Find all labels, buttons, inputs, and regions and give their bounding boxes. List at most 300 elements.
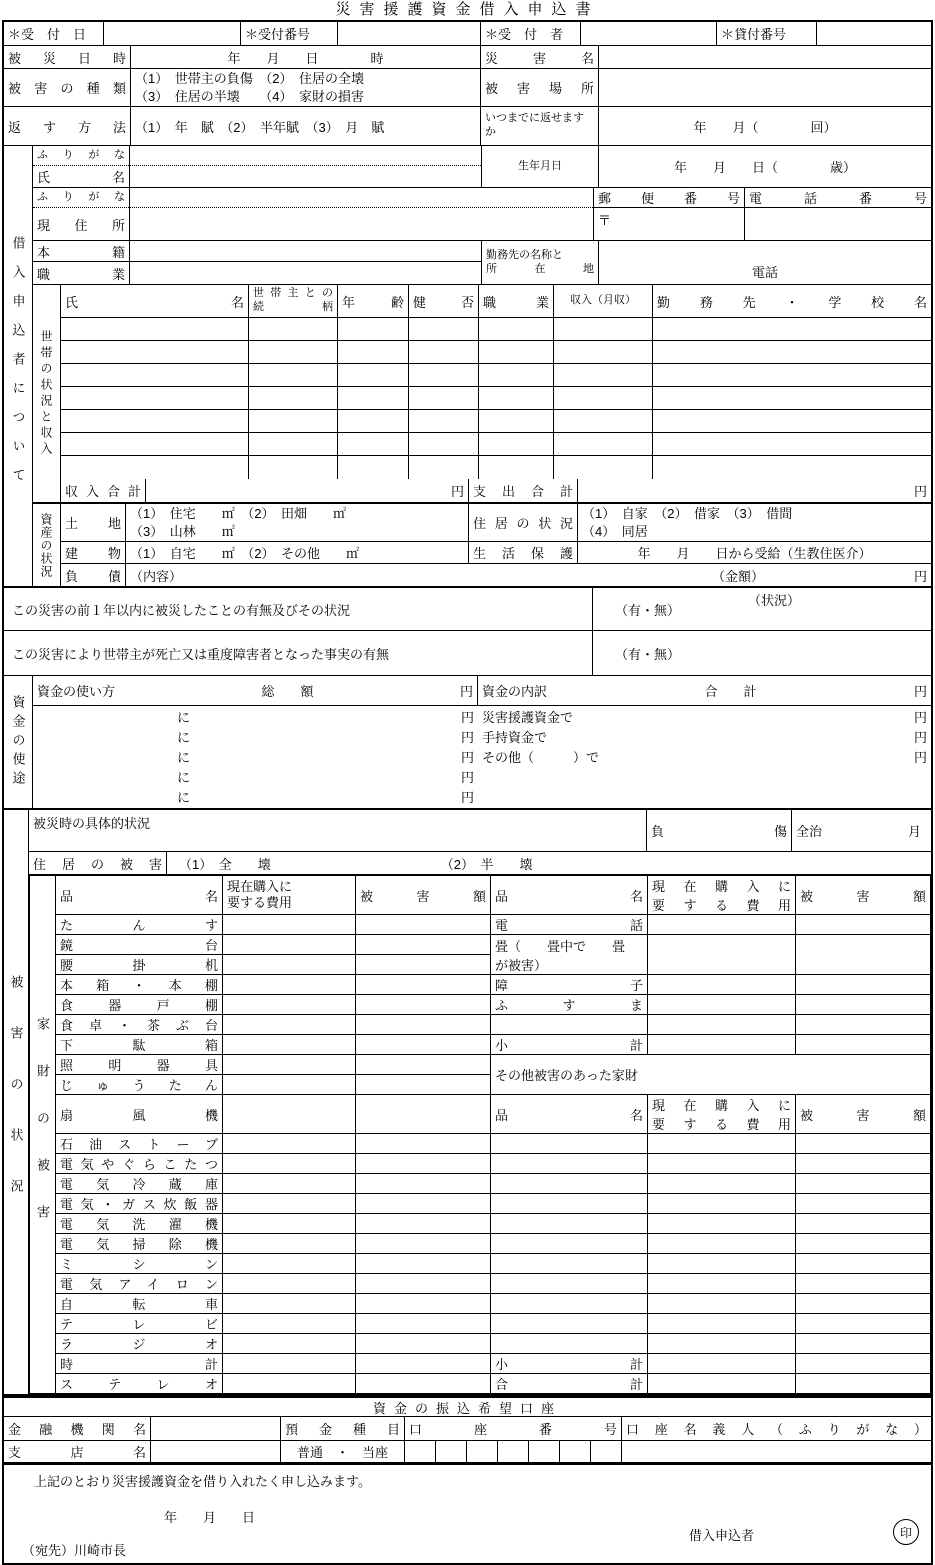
goods-row — [30, 1035, 931, 1055]
goods-cost-cell[interactable] — [648, 1035, 796, 1055]
goods-cost-cell[interactable] — [648, 1314, 796, 1334]
birthdate-field[interactable]: 年 月 日（ 歳） — [673, 160, 856, 175]
address-block — [33, 188, 931, 241]
goods-amount-cell[interactable] — [356, 1055, 491, 1075]
goods-item-empty[interactable] — [491, 1015, 648, 1035]
goods-item: 下駄箱 — [56, 1035, 223, 1055]
goods-item-cell[interactable] — [491, 1294, 648, 1314]
account-digit-box[interactable] — [498, 1441, 529, 1462]
account-digit-box[interactable] — [560, 1441, 591, 1462]
goods-col-amount3: 被害額 — [796, 1095, 931, 1134]
goods-table — [29, 875, 931, 1394]
household-section-label: 世帯の状況と収入 — [33, 285, 61, 502]
goods-cost-cell[interactable] — [648, 1134, 796, 1154]
goods-amount-cell[interactable] — [796, 1294, 931, 1314]
usage-line[interactable]: に 円 — [177, 710, 474, 725]
col-income: 収入（月収） — [554, 285, 653, 317]
household-cell[interactable] — [479, 410, 554, 432]
goods-row-second-header — [30, 1095, 931, 1134]
goods-amount-cell[interactable] — [796, 915, 931, 935]
damage-place-label: 被害場所 — [481, 69, 599, 106]
receipt-date-field[interactable] — [104, 22, 241, 45]
goods-section-label: 家財の被害 — [30, 876, 56, 1394]
loan-number-label: ＊貸付番号 — [717, 22, 817, 45]
building-row — [61, 542, 931, 564]
household-cell[interactable] — [249, 456, 338, 479]
household-cell[interactable] — [61, 456, 249, 479]
footer-statement: 上記のとおり災害援護資金を借り入れたく申し込みます。 — [34, 1474, 371, 1489]
goods-cost-cell[interactable] — [223, 1374, 356, 1394]
goods-col-amount: 被害額 — [356, 876, 491, 915]
repay-method-row — [4, 107, 931, 146]
household-cell[interactable] — [249, 364, 338, 386]
goods-item-cell[interactable] — [491, 1194, 648, 1214]
goods-amount-cell[interactable] — [796, 1035, 931, 1055]
goods-row — [30, 1354, 931, 1374]
goods-cost-cell[interactable] — [648, 1214, 796, 1234]
funds-body — [33, 706, 931, 808]
goods-amount-cell[interactable] — [796, 1274, 931, 1294]
injury-field[interactable]: 負傷 — [647, 810, 792, 851]
goods-item: ステレオ — [56, 1374, 223, 1394]
workplace-field[interactable] — [599, 241, 931, 284]
goods-amount-cell[interactable] — [356, 1214, 491, 1234]
housing-status-field[interactable]: （1） 自家 （2） 借家 （3） 借間 （4） 同居 — [582, 505, 793, 539]
goods-amount-cell[interactable] — [796, 975, 931, 995]
goods-item-tatami: 畳（ 畳中で 畳 が被害） — [491, 935, 648, 975]
account-number-field[interactable] — [405, 1441, 622, 1462]
goods-amount-cell[interactable] — [796, 1354, 931, 1374]
applicant-content — [33, 146, 931, 586]
income-total-field[interactable]: 円 — [146, 479, 469, 502]
loan-number-field[interactable] — [817, 22, 931, 45]
goods-col-item: 品名 — [56, 876, 223, 915]
address-furigana-field[interactable] — [130, 188, 593, 208]
goods-amount-cell[interactable] — [356, 1274, 491, 1294]
phone-label: 電話番号 — [749, 191, 927, 206]
household-cell[interactable] — [653, 364, 931, 386]
goods-item-cell[interactable] — [491, 1214, 648, 1234]
household-cell[interactable] — [409, 410, 479, 432]
usage-line[interactable]: に 円 — [177, 750, 474, 765]
applicant-section — [4, 146, 931, 587]
breakdown-line[interactable]: 災害援護資金で 円 — [482, 710, 927, 725]
goods-cost-cell[interactable] — [648, 1374, 796, 1394]
goods-amount-cell[interactable] — [796, 1374, 931, 1394]
goods-cost-cell[interactable] — [648, 935, 796, 975]
debt-label: 負債 — [61, 564, 126, 586]
furigana-field[interactable] — [130, 146, 481, 166]
goods-cost-cell[interactable] — [223, 975, 356, 995]
name-field[interactable] — [130, 166, 481, 187]
household-cell[interactable] — [338, 410, 409, 432]
household-cell[interactable] — [479, 318, 554, 340]
goods-cost-cell[interactable] — [223, 1234, 356, 1254]
history-q1-answer[interactable]: （有・無） （状況） — [615, 593, 801, 618]
goods-amount-cell[interactable] — [356, 1174, 491, 1194]
goods-cost-cell[interactable] — [223, 1294, 356, 1314]
job-field[interactable] — [130, 262, 481, 284]
goods-row — [30, 975, 931, 995]
goods-amount-cell[interactable] — [356, 1334, 491, 1354]
breakdown-lines[interactable] — [478, 706, 931, 808]
receipt-row — [4, 22, 931, 46]
household-cell[interactable] — [249, 433, 338, 455]
welfare-label: 生活保護 — [469, 542, 578, 563]
goods-row — [30, 1274, 931, 1294]
household-cell[interactable] — [338, 456, 409, 479]
goods-row — [30, 1374, 931, 1394]
breakdown-line[interactable]: その他（ ）で 円 — [482, 750, 927, 765]
goods-amount-cell[interactable] — [796, 1194, 931, 1214]
account-number-label: 口座番号 — [405, 1417, 622, 1440]
goods-cost-cell[interactable] — [223, 1015, 356, 1035]
goods-amount-cell[interactable] — [796, 1234, 931, 1254]
household-cell[interactable] — [61, 387, 249, 409]
goods-cost-cell[interactable] — [223, 995, 356, 1015]
deposit-type-field[interactable]: 普通 ・ 当座 — [281, 1441, 405, 1462]
household-cell[interactable] — [61, 410, 249, 432]
goods-amount-cell[interactable] — [796, 1254, 931, 1274]
goods-amount-cell[interactable] — [796, 1134, 931, 1154]
goods-item-cell[interactable] — [491, 1274, 648, 1294]
account-holder-label: 口座名義人（ふりがな） — [626, 1422, 927, 1437]
goods-cost-cell[interactable] — [223, 1354, 356, 1374]
household-cell[interactable] — [554, 387, 653, 409]
household-row — [61, 341, 931, 364]
goods-amount-cell[interactable] — [356, 1154, 491, 1174]
household-cell[interactable] — [409, 433, 479, 455]
assets-section — [33, 503, 931, 586]
goods-cost-cell[interactable] — [648, 995, 796, 1015]
goods-item: 電気・ガス炊飯器 — [56, 1194, 223, 1214]
birthdate-label: 生年月日 — [481, 146, 599, 187]
goods-cost-cell[interactable] — [223, 1314, 356, 1334]
land-label: 土地 — [61, 504, 126, 541]
household-cell[interactable] — [61, 364, 249, 386]
goods-row — [30, 935, 931, 955]
goods-item: 電気掃除機 — [56, 1234, 223, 1254]
goods-cost-cell[interactable] — [223, 1154, 356, 1174]
damage-place-field[interactable] — [599, 69, 931, 106]
name-block — [33, 146, 931, 188]
household-cell[interactable] — [409, 456, 479, 479]
goods-amount-cell[interactable] — [796, 1334, 931, 1354]
goods-amount-cell[interactable] — [356, 1194, 491, 1214]
history-q1-row — [4, 587, 931, 631]
goods-col-amount2: 被害額 — [796, 876, 931, 915]
household-cell[interactable] — [338, 433, 409, 455]
goods-cost-cell[interactable] — [223, 955, 356, 975]
usage-line[interactable]: に 円 — [177, 770, 474, 785]
household-cell[interactable] — [249, 387, 338, 409]
goods-item: ミシン — [56, 1254, 223, 1274]
household-row — [61, 364, 931, 387]
form-title: 災害援護資金借入申込書 — [335, 1, 600, 18]
account-digit-box[interactable] — [591, 1441, 621, 1462]
goods-amount-cell[interactable] — [356, 1035, 491, 1055]
goods-cost-cell[interactable] — [223, 1174, 356, 1194]
applicant-section-label: 借入申込者について — [4, 146, 33, 586]
expense-total-field[interactable]: 円 — [913, 484, 927, 499]
goods-amount-cell[interactable] — [796, 1174, 931, 1194]
household-section — [33, 285, 931, 503]
housing-damage-options[interactable]: （1） 全 壊 （2） 半 壊 — [179, 856, 533, 872]
goods-cost-cell[interactable] — [223, 1075, 356, 1095]
household-cell[interactable] — [249, 318, 338, 340]
goods-cost-cell[interactable] — [223, 915, 356, 935]
postal-field[interactable]: 〒 — [594, 208, 745, 240]
damage-situation-field[interactable]: 被災時の具体的状況 — [29, 810, 647, 851]
goods-amount-cell[interactable] — [356, 915, 491, 935]
household-cell[interactable] — [554, 318, 653, 340]
account-holder-field[interactable] — [622, 1441, 931, 1462]
goods-cost-cell[interactable] — [648, 1354, 796, 1374]
goods-cost-cell[interactable] — [648, 1274, 796, 1294]
addressee-label: （宛先）川崎市長 — [22, 1543, 127, 1558]
goods-cost-cell[interactable] — [223, 935, 356, 955]
usage-line[interactable]: に 円 — [177, 790, 474, 805]
housing-status-label: 住居の状況 — [469, 504, 578, 541]
registry-field[interactable] — [130, 241, 481, 262]
goods-row — [30, 1294, 931, 1314]
household-blank-rows — [61, 318, 931, 479]
goods-item-cell[interactable] — [491, 1234, 648, 1254]
deposit-type-label: 預金種目 — [281, 1417, 405, 1440]
goods-cost-cell[interactable] — [223, 1214, 356, 1234]
form-body — [2, 20, 933, 1565]
goods-cost-cell[interactable] — [223, 1035, 356, 1055]
disaster-datetime-field[interactable]: 年 月 日 時 — [131, 46, 481, 68]
phone-field[interactable] — [745, 208, 931, 240]
welfare-field[interactable]: 年 月 日から受給（生教住医介） — [637, 546, 872, 561]
col-name: 氏名 — [61, 285, 249, 317]
assets-section-label: 資産の状況 — [33, 504, 61, 586]
goods-cost-cell[interactable] — [648, 1334, 796, 1354]
receipt-person-label: ＊受 付 者 — [481, 22, 581, 45]
goods-amount-cell[interactable] — [356, 935, 491, 955]
household-cell[interactable] — [409, 387, 479, 409]
goods-item-cell[interactable] — [491, 1254, 648, 1274]
goods-cost-cell[interactable] — [648, 1194, 796, 1214]
col-workplace: 勤務先・学校名 — [657, 294, 927, 310]
goods-cost-cell[interactable] — [223, 1194, 356, 1214]
goods-amount-cell[interactable] — [356, 1095, 491, 1134]
household-cell[interactable] — [479, 456, 554, 479]
goods-cost-cell[interactable] — [648, 1015, 796, 1035]
household-cell[interactable] — [249, 410, 338, 432]
household-cell[interactable] — [554, 433, 653, 455]
land-field[interactable]: （1） 住宅 ㎡ （2） 田畑 ㎡ （3） 山林 ㎡ — [126, 504, 469, 541]
household-row — [61, 410, 931, 433]
household-cell[interactable] — [61, 341, 249, 363]
goods-amount-cell[interactable] — [796, 1314, 931, 1334]
goods-cost-cell[interactable] — [648, 1254, 796, 1274]
goods-cost-cell[interactable] — [223, 1055, 356, 1075]
goods-item: テレビ — [56, 1314, 223, 1334]
goods-item-cell[interactable] — [491, 1334, 648, 1354]
goods-row — [30, 1254, 931, 1274]
household-row — [61, 433, 931, 456]
household-cell[interactable] — [61, 318, 249, 340]
building-field[interactable]: （1） 自宅 ㎡ （2） その他 ㎡ — [126, 542, 469, 563]
goods-item: たんす — [56, 915, 223, 935]
footer-date-field[interactable]: 年 月 日 — [164, 1510, 256, 1525]
account-digit-boxes — [405, 1441, 621, 1462]
goods-item: 電気アイロン — [56, 1274, 223, 1294]
goods-item: 電話 — [491, 915, 648, 935]
goods-cost-cell[interactable] — [223, 1095, 356, 1134]
usage-lines[interactable] — [33, 706, 478, 808]
history-q1-text: この災害の前１年以内に被災したことの有無及びその状況 — [4, 588, 593, 630]
repay-deadline-field[interactable]: 年 月（ 回） — [693, 119, 837, 135]
branch-name-field[interactable] — [151, 1441, 281, 1462]
usage-header: 資金の使い方 総 額 円 — [33, 676, 478, 705]
goods-amount-cell[interactable] — [796, 935, 931, 975]
col-health: 健否 — [409, 285, 479, 317]
land-row — [61, 504, 931, 542]
funds-section — [4, 676, 931, 809]
household-cell[interactable] — [653, 341, 931, 363]
goods-amount-cell[interactable] — [356, 1234, 491, 1254]
goods-cost-cell[interactable] — [648, 1174, 796, 1194]
goods-item: 電気洗濯機 — [56, 1214, 223, 1234]
household-cell[interactable] — [61, 433, 249, 455]
goods-cost-cell[interactable] — [648, 975, 796, 995]
household-cell[interactable] — [409, 318, 479, 340]
goods-amount-cell[interactable] — [356, 1254, 491, 1274]
goods-amount-cell[interactable] — [356, 1015, 491, 1035]
damage-type-label: 被害の種類 — [4, 69, 131, 106]
goods-amount-cell[interactable] — [356, 955, 491, 975]
goods-amount-cell[interactable] — [796, 1015, 931, 1035]
goods-cost-cell[interactable] — [223, 1334, 356, 1354]
household-cell[interactable] — [479, 433, 554, 455]
household-row — [61, 387, 931, 410]
history-q2-answer[interactable]: （有・無） — [615, 646, 681, 662]
goods-item: 時計 — [56, 1354, 223, 1374]
household-cell[interactable] — [653, 456, 931, 479]
goods-item-cell[interactable] — [491, 1154, 648, 1174]
goods-amount-cell[interactable] — [356, 1354, 491, 1374]
goods-cost-cell[interactable] — [223, 1274, 356, 1294]
expense-total-label: 支出合計 — [469, 479, 578, 502]
household-cell[interactable] — [653, 387, 931, 409]
goods-amount-cell[interactable] — [356, 1134, 491, 1154]
debt-field[interactable]: （内容） （金額） 円 — [130, 568, 927, 584]
account-row-2 — [4, 1441, 931, 1465]
goods-item-cell[interactable] — [491, 1134, 648, 1154]
goods-row — [30, 1015, 931, 1035]
goods-item: 食器戸棚 — [56, 995, 223, 1015]
funds-section-label: 資金の使途 — [4, 676, 33, 808]
goods-row — [30, 1055, 931, 1075]
goods-amount-cell[interactable] — [796, 995, 931, 1015]
damage-section — [4, 809, 931, 1395]
household-cell[interactable] — [409, 341, 479, 363]
goods-amount-cell[interactable] — [356, 1314, 491, 1334]
household-cell[interactable] — [249, 341, 338, 363]
account-digit-box[interactable] — [405, 1441, 436, 1462]
goods-item: ふすま — [491, 995, 648, 1015]
damage-situation-row — [29, 810, 931, 852]
goods-cost-cell[interactable] — [223, 1134, 356, 1154]
household-cell[interactable] — [554, 410, 653, 432]
footer-section — [4, 1465, 931, 1563]
household-cell[interactable] — [479, 387, 554, 409]
postal-label: 郵便番号 — [594, 188, 745, 207]
heal-field[interactable]: 全治 月 — [796, 824, 921, 839]
household-cell[interactable] — [409, 364, 479, 386]
household-row — [61, 318, 931, 341]
goods-col-item2: 品名 — [491, 876, 648, 915]
goods-item: 照明器具 — [56, 1055, 223, 1075]
household-cell[interactable] — [338, 387, 409, 409]
goods-amount-cell[interactable] — [356, 975, 491, 995]
goods-row — [30, 995, 931, 1015]
household-cell[interactable] — [338, 318, 409, 340]
job-label: 職業 — [37, 266, 125, 282]
disaster-name-label: 災害名 — [481, 46, 599, 68]
goods-row — [30, 1314, 931, 1334]
damage-type-options[interactable]: （1） 世帯主の負傷 （2） 住居の全壊 （3） 住居の半壊 （4） 家財の損害 — [131, 69, 481, 106]
goods-item: じゅうたん — [56, 1075, 223, 1095]
goods-amount-cell[interactable] — [356, 1374, 491, 1394]
goods-amount-cell[interactable] — [356, 1075, 491, 1095]
goods-item-cell[interactable] — [491, 1314, 648, 1334]
bank-name-label: 金融機関名 — [4, 1417, 151, 1440]
household-cell[interactable] — [653, 318, 931, 340]
account-digit-box[interactable] — [436, 1441, 467, 1462]
receipt-number-field[interactable] — [338, 22, 481, 45]
goods-item: 電気やぐらこたつ — [56, 1154, 223, 1174]
goods-amount-cell[interactable] — [356, 1294, 491, 1314]
receipt-person-field[interactable] — [581, 22, 717, 45]
address-field[interactable] — [130, 208, 593, 240]
household-cell[interactable] — [479, 341, 554, 363]
registry-label: 本籍 — [33, 241, 129, 262]
household-cell[interactable] — [653, 410, 931, 432]
name-label: 氏名 — [37, 170, 125, 185]
household-cell[interactable] — [479, 364, 554, 386]
household-cell[interactable] — [554, 364, 653, 386]
disaster-name-field[interactable] — [599, 46, 931, 68]
repay-method-options[interactable]: （1） 年 賦 （2） 半年賦 （3） 月 賦 — [131, 107, 481, 145]
goods-cost-cell[interactable] — [648, 1154, 796, 1174]
account-digit-box[interactable] — [529, 1441, 560, 1462]
bank-name-field[interactable] — [151, 1417, 281, 1440]
goods-amount-cell[interactable] — [796, 1214, 931, 1234]
goods-amount-cell[interactable] — [796, 1154, 931, 1174]
household-cell[interactable] — [653, 433, 931, 455]
goods-amount-cell[interactable] — [356, 995, 491, 1015]
goods-item: 扇風機 — [56, 1095, 223, 1134]
seal-mark: 印 — [893, 1519, 919, 1545]
goods-cost-cell[interactable] — [223, 1254, 356, 1274]
income-total-label: 収入合計 — [61, 479, 146, 502]
usage-line[interactable]: に 円 — [177, 730, 474, 745]
household-cell[interactable] — [338, 364, 409, 386]
breakdown-line[interactable]: 手持資金で 円 — [482, 730, 927, 745]
account-digit-box[interactable] — [467, 1441, 498, 1462]
goods-cost-cell[interactable] — [648, 1234, 796, 1254]
goods-cost-cell[interactable] — [648, 915, 796, 935]
goods-item-cell[interactable] — [491, 1174, 648, 1194]
household-cell[interactable] — [554, 456, 653, 479]
household-cell[interactable] — [338, 341, 409, 363]
goods-cost-cell[interactable] — [648, 1294, 796, 1314]
household-cell[interactable] — [554, 341, 653, 363]
